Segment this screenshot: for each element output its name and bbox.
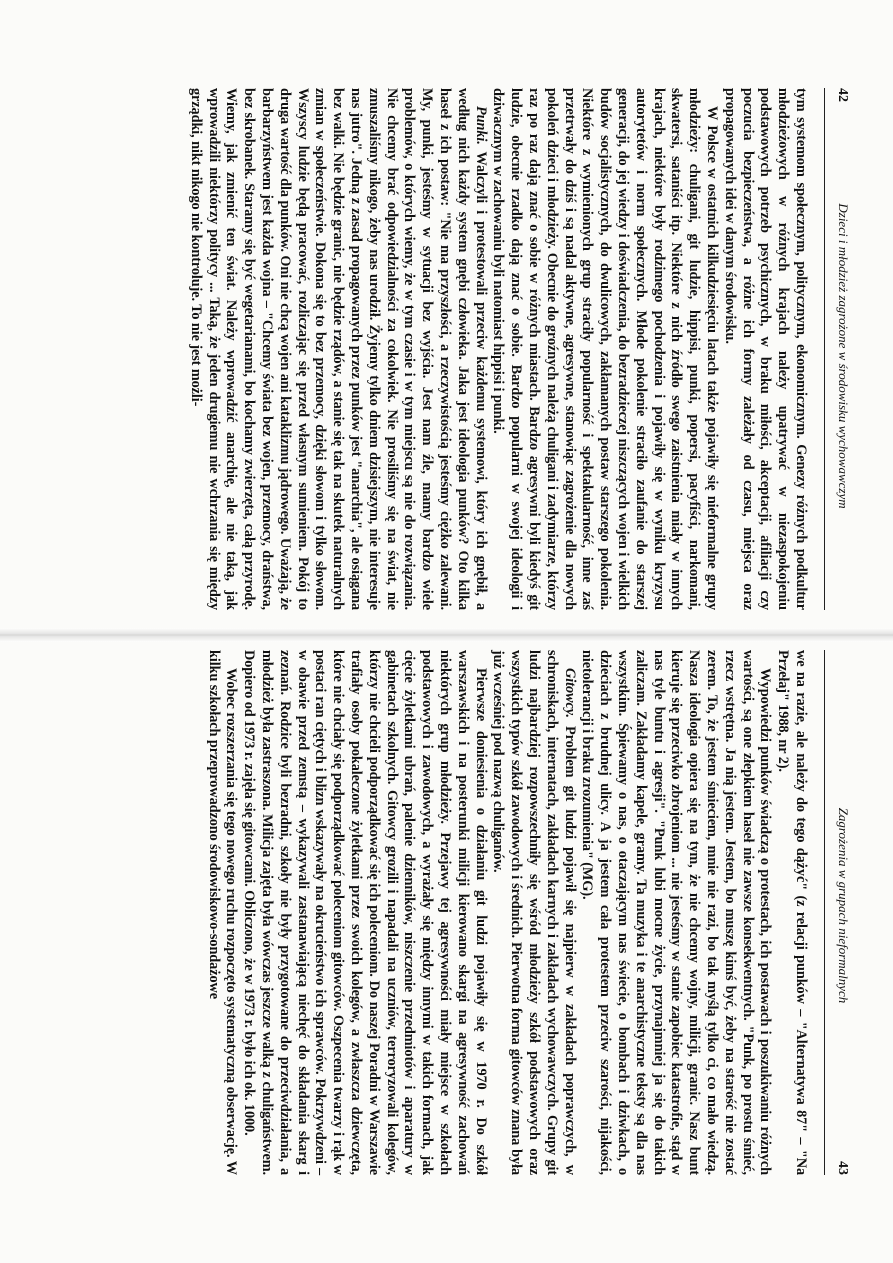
paragraph (489, 88, 720, 610)
right-page-header (829, 650, 851, 1175)
paragraph-text: Pierwsze doniesienia o działaniu git ludzi pojawiły się w 1970 r. Do szkół warszawskich i na posterunki milicji kierowano skargi na agresywność zachowań niektórych grup młodzieży. Przejawy tej agresywności miały miejsce w szkołach podstawowych i zawodowych, a wyrażały się między innymi w takich formach, jak cięcie żyletkami ubrań, palenie dzienników, niszczenie przedmiotów i aparatury w gabinetach szkolnych. Gitowcy grozili i napadali na uczniów, terroryzowali kolegów, którzy nie chcieli podporządkować się ich poleceniom. Do naszej Poradni w Warszawie trafiały osoby pokaleczone żyletkami przez swoich kolegów, a zwłaszcza dziewczęta, które nie chciały się podporządkować poleceniom gitowców. Oszpecenia twarzy i rąk w postaci ran ciętych i blizn wskazywały na okrucieństwo ich sprawców. Pokrzywdzeni – w obawie przed zemstą – wykazywali zastanawiającą niechęć do składania skarg i zeznań. Rodzice byli bezradni, szkoły nie były przygotowane do przeciwdziałania, a młodzież była zastraszona. Milicja zajęta była wówczas jeszcze walką z chuligaństwem. Dopiero od 1973 r. zajęła się gitowcami. Obliczono, że w 1973 r. było ich ok. 1000. (241, 650, 489, 1175)
right-page-body (12, 650, 809, 1175)
running-head: Zagrożenia w grupach nieformalnych (836, 807, 851, 1004)
paragraph-text: Walczyli i protestowali przeciw każdemu systemowi, który ich gnębił, a według nich każdy system gnębi człowieka. Jaka jest ideologia punków? Oto kilka haseł z ich postaw: "Nie ma przyszłości, a rzeczywistością jesteśmy ciężko zalewani. My, punki, jesteśmy w sytuacji bez wyjścia. Jest nam źle, mamy bardzo wiele problemów, o których wiemy, że w tym czasie i w tym miejscu są nie do rozwiązania. Nie chcemy brać odpowiedzialności za cokolwiek. Nie prosiliśmy się na świat, nie zmuszaliśmy nikogo, żeby nas urodził. Żyjemy tylko dniem dzisiejszym, nie interesuje nas jutro". Jedną z zasad propagowanych przez punków jest "anarchia", ale osiągana bez walki. Nie będzie granic, nie będzie rządów, a stanie się tak na skutek naturalnych zmian w społeczeństwie. Dokona się to bez przemocy, dzięki słowom i tylko słowom. Wszyscy ludzie będą pracować, rozliczając się przed własnym sumieniem. Pokój to druga wartość dla punków. Oni nie chcą wojen ani kataklizmu jądrowego. Uważają, że barbarzyństwem jest każda wojna – "Chcemy świata bez wojen, przemocy, draństwa, bez skrobanek. Staramy się być wegetarianami, bo kochamy zwierzęta, całą przyrodę. Wiemy, jak zmienić ten świat. Należy wprowadzić anarchię, ale nie taką, jak wprowadzili niektórzy politycy ... Taką, że jeden drugiemu nie wchrzania się między grządki, nikt nikogo nie kontroluje. To nie jest możli- (187, 88, 489, 610)
paragraph (489, 650, 578, 1175)
running-head: Dzieci i młodzież zagrożone w środowisku wychowawczym (836, 203, 851, 509)
paragraph-text: we na razie, ale należy do tego dążyć" (z relacji punków – "Alternatywa 87" – "Na Przełaj" 1988, nr 2). (775, 650, 809, 1175)
left-page-header (829, 88, 851, 610)
paragraph (240, 650, 489, 1175)
left-page (0, 0, 893, 630)
paragraph (773, 650, 809, 1175)
paragraph-text: Problem git ludzi pojawił się najpierw w zakładach poprawczych, w schroniskach, internatach, zakładach karnych i zakładach wychowawczych. Grupy git ludzi najbardziej rozpowszechniły się wśród młodzieży szkół podstawowych oraz wszystkich typów szkół zawodowych i średnich. Pierwotna forma gitowców znana była już wcześniej pod nazwą chuliganów. (490, 650, 578, 1175)
header-rule (824, 88, 825, 610)
paragraph-text: Wobec rozszerzania się tego nowego ruchu rozpoczęto systematyczną obserwację. W kilku szkołach przeprowadzono środowiskowo-sondażowe (205, 650, 240, 1175)
page-number: 42 (835, 88, 850, 102)
page-number: 43 (835, 1161, 850, 1175)
paragraph-text: W Polsce w ostatnich kilkudziesięciu latach także pojawiły się nieformalne grupy młodzieży: chuligani, git ludzie, hippisi, punki, popersi, pacyfiści, narkomani, skwatersi, sataniści itp. Niektóre z nich źródło swego zaistnienia miały w innych krajach, niektóre były rodzimego pochodzenia i pojawiły się w wyniku kryzysu autorytetów i norm społecznych. Młode pokolenie straciło zaufanie do starszej generacji, do jej wiedzy i doświadczenia, do bezradzieczej niszczących wojen i wielkich budów socjalistycznych, do dwulicowych, zakłamanych postaw starszego pokolenia. Niektóre z wymienionych grup straciły popularność i spektakularność, inne zaś przetrwały do dziś i są nadal aktywne, agresywne, stanowiąc zagrożenie dla nowych pokoleń dzieci i młodzieży. Obecnie do groźnych należą chuligani i zadymiarze, którzy raz po raz dają znać o sobie w różnych miastach. Bardzo agresywni byli kiedyś git ludzie, obecnie rzadko dają znać o sobie. Bardzo popularni w swojej ideologii i dziwacznym w zachowaniu byli natomiast hippisi i punki. (490, 88, 721, 610)
paragraph (186, 88, 489, 610)
paragraph-lead: Punki. (472, 106, 489, 145)
header-rule (824, 650, 825, 1175)
paragraph (204, 650, 240, 1175)
left-page-body (12, 88, 809, 610)
right-page (0, 640, 893, 1263)
paragraph-text: tym systemom społecznym, politycznym, ekonomicznym. Genezy różnych podkultur młodzieżowych w różnych krajach należy upatrywać w niezaspokojeniu podstawowych potrzeb psychicznych, w braku miłości, akceptacji, afiliacji czy poczucia bezpieczeństwa, a różne ich formy zależały od czasu, miejsca oraz propagowanych idei w danym środowisku. (721, 88, 809, 610)
paragraph (720, 88, 809, 610)
paragraph-lead: Gitowcy. (561, 668, 578, 718)
paragraph-text: Wypowiedzi punków świadczą o protestach, ich postawach i poszukiwaniu różnych wartości, są one złepkiem haseł nie zawsze konsekwentnych. "Punk, po prostu śmieć, rzecz wstrętna. Ja nią jestem. Jestem, bo muszę kimś być, żeby na starość nie zostać zerem. To, że jestem śmieciem, mnie nie razi, bo tak myślą tylko ci, co mało wiedzą. Nasza ideologia opiera się na tym, że nie chcemy wojny, milicji, granic. Nasz bunt kieruje się przeciwko zbrojeniom ... nie jesteśmy w stanie zapobiec katastrofie, stąd w nas tyle buntu i agresji". "Punk lubi mocne życie, przynajmniej ja się do takich zaliczam. Zakładamy kapele, gramy. Ta muzyka i te anarchistyczne teksty są dla nas wszystkim. Śpiewamy o nas, o otaczającym nas świecie, o bombach i dziwkach, o dzieciach z brudnej ulicy. A ja jestem cała protestem przeciw szarości, nijakości, nietolerancji i braku zrozumienia" (MG). (579, 650, 774, 1175)
paragraph (578, 650, 774, 1175)
